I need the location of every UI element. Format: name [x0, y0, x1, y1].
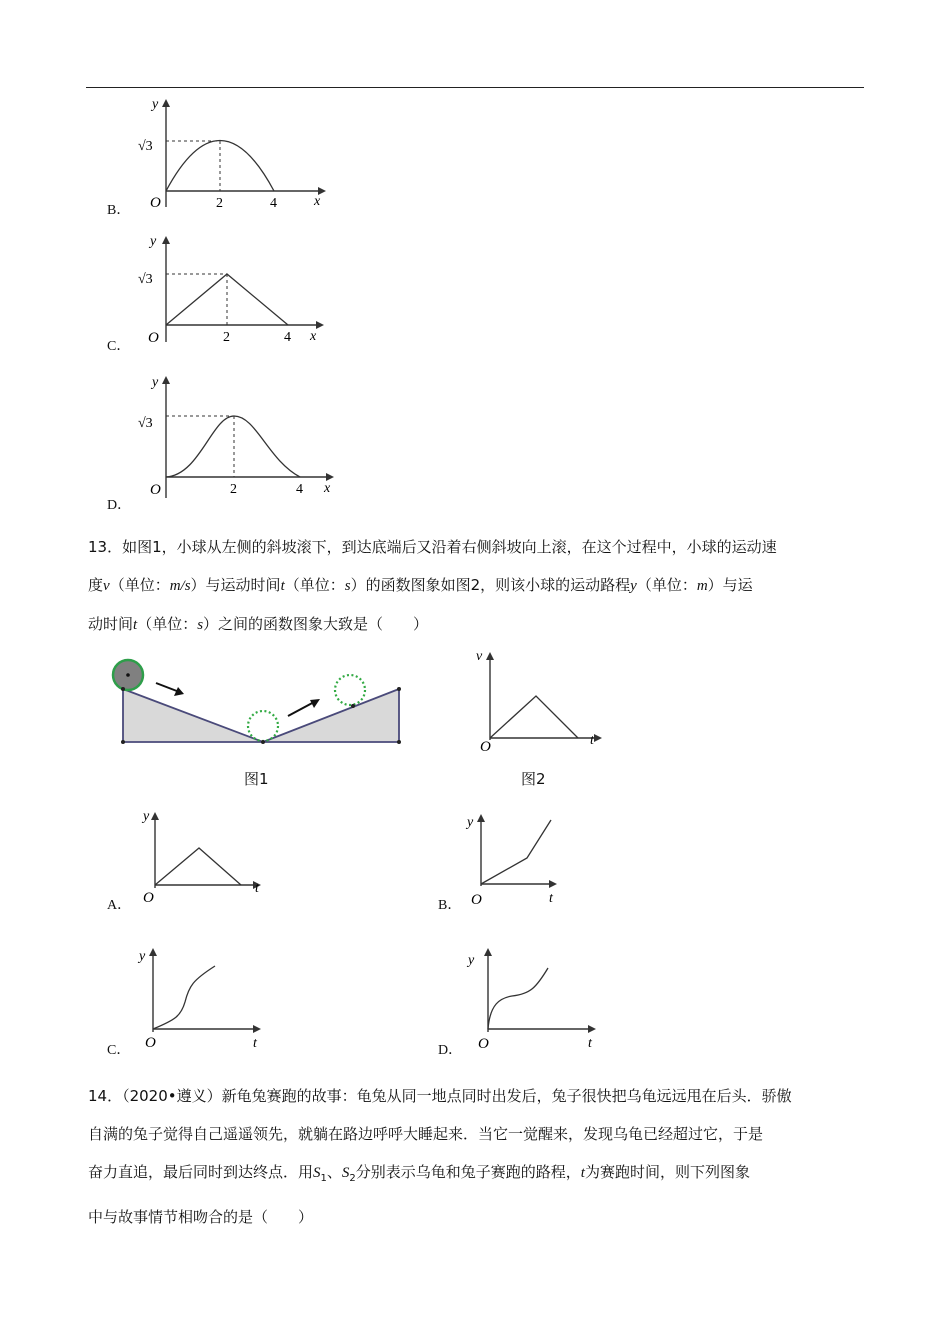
v-triangle	[490, 696, 578, 738]
graph-q13-c	[135, 940, 275, 1055]
y-label: y	[152, 375, 159, 390]
origin-label: O	[480, 739, 491, 755]
option-b-label-q13: B．	[438, 898, 462, 913]
origin-label: O	[471, 892, 482, 908]
q14-text-3c: 为赛跑时间，则下列图象	[584, 1163, 750, 1181]
header-rule	[86, 87, 864, 88]
q14-var-t: t	[580, 1165, 585, 1181]
q13-unit-ms: m/s	[169, 578, 191, 594]
option-d-label-q12: D．	[107, 498, 132, 513]
y-label: y	[467, 815, 474, 830]
y-label: v	[476, 649, 483, 664]
option-c-label-q12: C．	[107, 339, 131, 354]
q14-sub-2: 2	[349, 1173, 356, 1184]
left-slope	[123, 689, 263, 742]
curve-triangle	[155, 848, 241, 885]
graph-q12-b	[130, 95, 330, 210]
q13-text-1: 如图1，小球从左侧的斜坡滚下，到达底端后又沿着右侧斜坡向上滚，在这个过程中，小球的运动速	[122, 538, 777, 556]
curve-concave	[488, 968, 548, 1029]
q14-sep: 、	[326, 1163, 342, 1181]
q13-line-3	[88, 605, 866, 644]
q13-text-2b: （单位：	[109, 576, 170, 594]
q14-line-4: 中与故事情节相吻合的是（ ）	[88, 1208, 314, 1226]
y-arrow	[162, 236, 170, 244]
option-d-label-q13: D．	[438, 1043, 463, 1058]
x-arrow	[326, 473, 334, 481]
option-b-label-q12: B．	[107, 203, 131, 218]
q14-sub-1: 1	[320, 1173, 327, 1184]
x-label: x	[324, 481, 331, 496]
ball-center	[126, 673, 130, 677]
q14-number: 14．	[88, 1087, 123, 1105]
tick-4: 4	[296, 482, 303, 497]
q14-line-1	[88, 1077, 866, 1115]
question-14	[88, 1077, 866, 1236]
q14-var-s1: S	[313, 1165, 321, 1181]
y-label: y	[152, 97, 159, 112]
q13-text-2d: （单位：	[284, 576, 345, 594]
x-label: x	[314, 194, 321, 209]
x-arrow	[316, 321, 324, 329]
tick-2: 2	[223, 330, 230, 345]
q13-unit-m: m	[696, 578, 708, 594]
question-13	[88, 528, 866, 644]
figure-1-slopes	[108, 652, 408, 752]
tick-2: 2	[230, 482, 237, 497]
q13-var-y: y	[630, 578, 637, 594]
q13-text-3b: （单位：	[137, 615, 198, 633]
q14-text-1: （2020•遵义）新龟兔赛跑的故事：龟兔从同一地点同时出发后，兔子很快把乌龟远远甩在后头．骄傲	[122, 1087, 792, 1105]
q14-line-3	[88, 1153, 866, 1198]
q13-unit-s: s	[344, 578, 351, 594]
q14-var-s2: S	[341, 1165, 350, 1181]
graph-q12-d	[130, 370, 340, 500]
q13-var-v: v	[103, 578, 110, 594]
q13-text-3a: 动时间	[88, 615, 134, 633]
curve-bell	[166, 416, 300, 477]
q13-text-2f: （单位：	[636, 576, 697, 594]
origin-label: O	[478, 1036, 489, 1052]
y-arrow	[162, 376, 170, 384]
ball-dotted-right	[335, 675, 365, 705]
q13-text-2g: ）与运	[707, 576, 753, 594]
graph-q13-d	[470, 942, 610, 1057]
peak-label: √3	[138, 416, 153, 431]
q13-line-1	[88, 528, 866, 566]
x-label: t	[588, 1036, 592, 1051]
origin-label: O	[150, 195, 161, 211]
q13-line-2	[88, 566, 866, 605]
option-c-label-q13: C．	[107, 1043, 131, 1058]
peak-label: √3	[138, 272, 153, 287]
y-label: y	[143, 809, 150, 824]
peak-label: √3	[138, 139, 153, 154]
x-label: t	[255, 881, 259, 896]
q13-text-3c: ）之间的函数图象大致是（ ）	[203, 615, 429, 633]
q13-text-2e: ）的函数图象如图2，则该小球的运动路程	[350, 576, 631, 594]
tick-2: 2	[216, 196, 223, 211]
graph-q12-c	[130, 232, 330, 347]
graph-q13-a	[135, 806, 275, 911]
q13-unit-s-2: s	[197, 617, 204, 633]
q14-line-2: 自满的兔子觉得自己遥遥领先，就躺在路边呼呼大睡起来．当它一觉醒来，发现乌龟已经超过它，于是	[88, 1125, 764, 1143]
x-label: t	[590, 733, 594, 748]
y-label: y	[139, 949, 146, 964]
figure-2-caption: 图2	[521, 770, 546, 788]
origin-label: O	[143, 890, 154, 906]
curve-s	[153, 966, 215, 1029]
x-label: t	[253, 1036, 257, 1051]
q14-text-3a: 奋力直追，最后同时到达终点．用	[88, 1163, 314, 1181]
figure-2-vt-graph	[470, 648, 610, 753]
q13-text-2c: ）与运动时间	[190, 576, 281, 594]
y-label: y	[468, 953, 475, 968]
tick-4: 4	[284, 330, 291, 345]
origin-label: O	[145, 1035, 156, 1051]
q14-text-3b: 分别表示乌龟和兔子赛跑的路程，	[355, 1163, 581, 1181]
q13-var-t: t	[280, 578, 285, 594]
origin-label: O	[148, 330, 159, 346]
q13-number: 13．	[88, 538, 123, 556]
ball-dotted-bottom	[248, 711, 278, 741]
y-arrow	[162, 99, 170, 107]
x-label: x	[310, 329, 317, 344]
q13-var-t-2: t	[133, 617, 138, 633]
figure-1-caption: 图1	[244, 770, 269, 788]
curve-piecewise	[481, 820, 551, 884]
origin-label: O	[150, 482, 161, 498]
q13-text-2a: 度	[88, 576, 104, 594]
graph-q13-b	[463, 808, 573, 913]
right-slope	[263, 689, 399, 742]
option-a-label-q13: A．	[107, 898, 132, 913]
y-label: y	[150, 234, 157, 249]
x-label: t	[549, 891, 553, 906]
tick-4: 4	[270, 196, 277, 211]
